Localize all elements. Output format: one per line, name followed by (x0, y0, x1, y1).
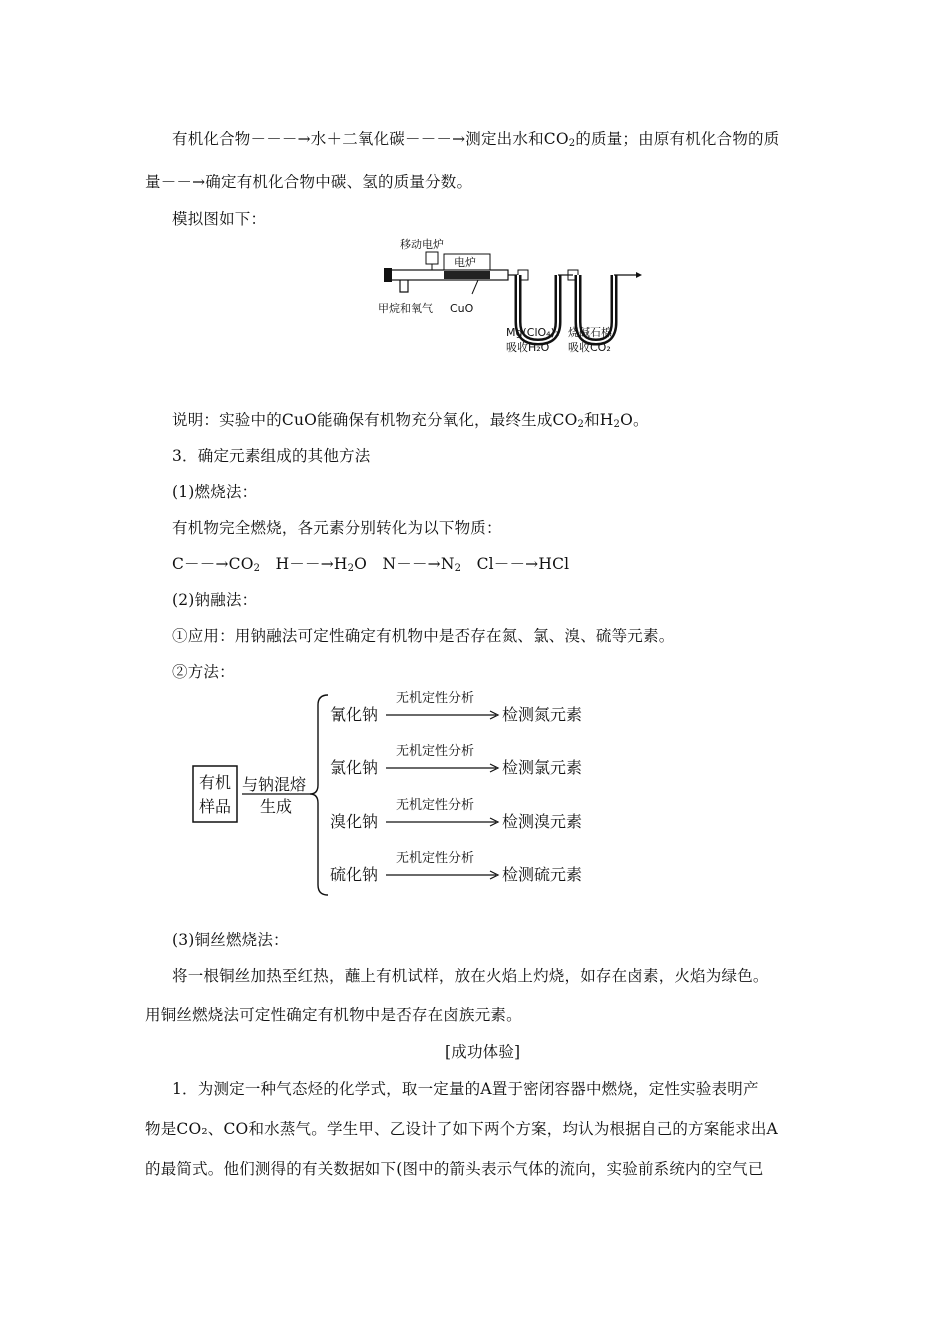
p1-text-b: 的质量；由原有机化合物的质 (575, 130, 780, 148)
question1-line3: 的最简式。他们测得的有关数据如下(图中的箭头表示气体的流向，实验前系统内的空气已 (145, 1160, 764, 1178)
arrow-label: 无机定性分析 (396, 744, 475, 759)
row-compound: 氰化钠 (330, 705, 379, 724)
conv-hydrogen: $H--\to H_2O$ (275, 555, 368, 574)
section-success-experience: [成功体验] (445, 1043, 521, 1061)
p4-text-b: 和H (584, 411, 614, 429)
paragraph-cuo-explanation (172, 408, 649, 430)
conv-nitrogen: $N--\to N_2$ (382, 555, 462, 574)
paragraph-mass-fraction: 量－－→确定有机化合物中碳、氢的质量分数。 (145, 173, 473, 191)
row-compound: 硫化钠 (330, 865, 379, 884)
arrow-label: 无机定性分析 (396, 691, 475, 706)
sodium-fusion-scheme (190, 690, 610, 900)
fusion-row-sulfide (330, 850, 582, 884)
heading-copper-wire: (3)铜丝燃烧法： (172, 931, 289, 949)
paragraph-copper-wire-1: 将一根铜丝加热至红热，蘸上有机试样，放在火焰上灼烧，如存在卤素，火焰为绿色。 (172, 967, 769, 985)
cuo-label: CuO (450, 302, 474, 315)
fusion-label-line1: 与钠混熔 (242, 775, 307, 794)
absorber1-reagent: Mg(ClO₄)₂ (506, 326, 560, 339)
organic-sample-line1: 有机 (199, 773, 232, 792)
paragraph-organic-combustion (172, 127, 779, 149)
fusion-row-chloride (330, 743, 582, 777)
conv-carbon: $C--\to CO_2$ (172, 555, 261, 574)
p1-subscript: 2 (568, 138, 576, 149)
p1-text-a: 有机化合物－－－→水＋二氧化碳－－－→测定出水和CO (172, 130, 569, 148)
paragraph-sodium-fusion-method: ②方法： (172, 663, 235, 681)
paragraph-diagram-intro: 模拟图如下： (172, 210, 267, 228)
p4-sub1: 2 (577, 419, 585, 430)
element-conversions (172, 552, 569, 574)
paragraph-copper-wire-2: 用铜丝燃烧法可定性确定有机物中是否存在卤族元素。 (145, 1006, 522, 1024)
brace (310, 695, 328, 895)
question1-line1: 1．为测定一种气态烃的化学式，取一定量的A置于密闭容器中燃烧，定性实验表明产 (172, 1080, 759, 1098)
paragraph-combustion-method: 有机物完全燃烧，各元素分别转化为以下物质： (172, 519, 502, 537)
combustion-apparatus-diagram (378, 232, 658, 357)
absorber2-purpose: 吸收CO₂ (568, 341, 611, 354)
fusion-label-line2: 生成 (260, 797, 293, 816)
furnace-label: 电炉 (454, 256, 476, 269)
fusion-row-bromide (330, 797, 582, 831)
paragraph-sodium-fusion-application: ①应用：用钠融法可定性确定有机物中是否存在氮、氯、溴、硫等元素。 (172, 627, 675, 645)
heading-other-methods: 3．确定元素组成的其他方法 (172, 447, 371, 465)
inlet-pipe (400, 280, 408, 292)
row-result: 检测硫元素 (502, 865, 583, 884)
gas-inlet-label: 甲烷和氧气 (378, 302, 433, 315)
arrow-label: 无机定性分析 (396, 851, 475, 866)
movable-furnace-box (426, 252, 438, 264)
p4-text-a: 说明：实验中的CuO能确保有机物充分氧化，最终生成CO (172, 411, 578, 429)
row-compound: 氯化钠 (330, 758, 379, 777)
question1-line2: 物是CO₂、CO和水蒸气。学生甲、乙设计了如下两个方案，均认为根据自己的方案能求出A (145, 1120, 778, 1138)
absorber1-purpose: 吸收H₂O (506, 341, 550, 354)
p4-text-c: O。 (620, 411, 649, 429)
arrow-label: 无机定性分析 (396, 798, 475, 813)
row-result: 检测氯元素 (502, 758, 583, 777)
conv-chlorine: Cl－－→HCl (476, 555, 570, 573)
row-result: 检测溴元素 (502, 812, 583, 831)
row-result: 检测氮元素 (502, 705, 583, 724)
heading-combustion-method: (1)燃烧法： (172, 483, 258, 501)
movable-furnace-label: 移动电炉 (400, 238, 444, 251)
absorber2-reagent: 烧碱石棉 (568, 326, 612, 339)
p4-sub2: 2 (613, 419, 621, 430)
heading-sodium-fusion: (2)钠融法： (172, 591, 258, 609)
organic-sample-line2: 样品 (199, 797, 232, 816)
row-compound: 溴化钠 (330, 812, 379, 831)
fusion-row-cyanide (330, 690, 582, 724)
cuo-packing (444, 271, 490, 279)
